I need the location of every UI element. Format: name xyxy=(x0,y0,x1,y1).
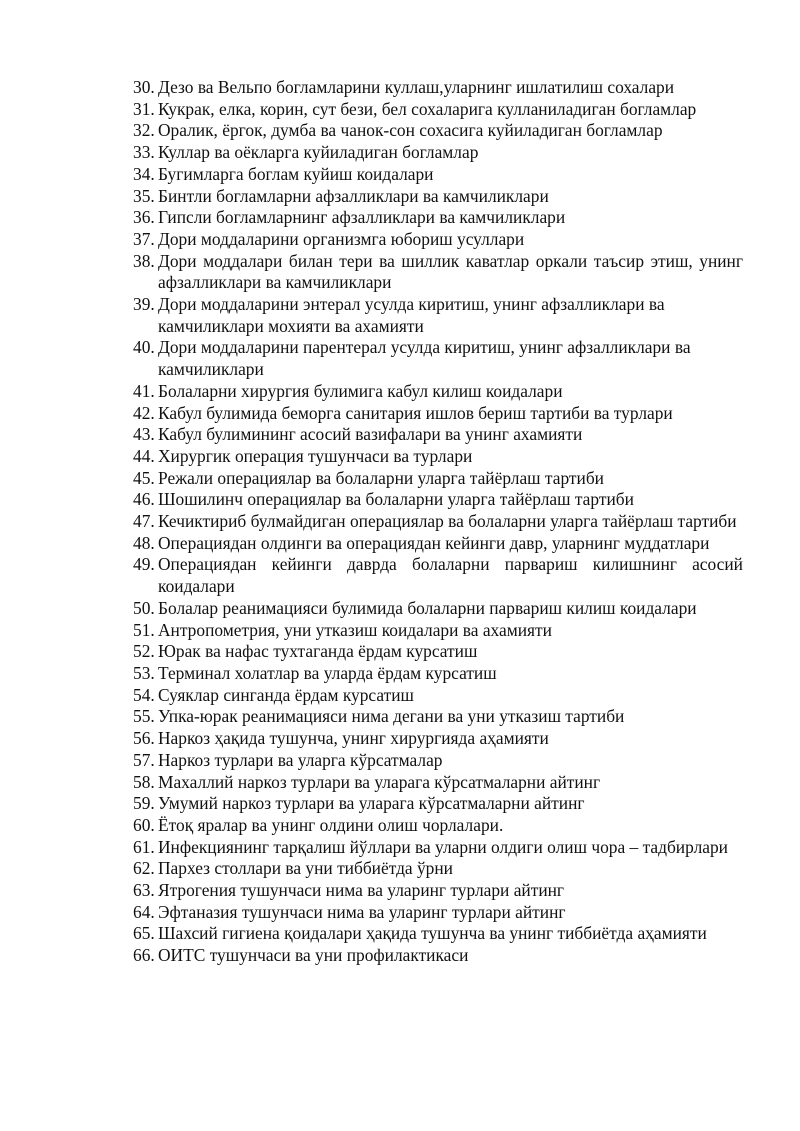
item-number: 64. xyxy=(133,901,155,922)
item-number: 30. xyxy=(133,77,155,97)
item-text: Дори моддалари билан тери ва шиллик каватлар оркали таъсир этиш, унинг афзалликлари ва камчиликлари xyxy=(158,250,743,293)
item-text: Бугимларга боглам куйиш коидалари xyxy=(158,163,434,184)
list-item xyxy=(133,337,743,380)
list-item xyxy=(133,728,743,750)
item-text: Шахсий гигиена қоидалари ҳақида тушунча ва унинг тиббиётда аҳамияти xyxy=(158,923,707,944)
item-number: 41. xyxy=(133,380,155,401)
item-text: Антропометрия, уни утказиш коидалари ва ахамияти xyxy=(158,619,552,640)
item-number: 48. xyxy=(133,532,155,553)
list-item xyxy=(133,923,743,945)
list-item xyxy=(133,858,743,880)
item-number: 53. xyxy=(133,662,155,683)
item-number: 66. xyxy=(133,945,155,966)
item-number: 54. xyxy=(133,684,155,705)
list-item xyxy=(133,815,743,837)
item-number: 34. xyxy=(133,163,155,184)
item-number: 45. xyxy=(133,467,155,488)
item-number: 55. xyxy=(133,706,155,727)
item-number: 60. xyxy=(133,814,155,835)
item-text: Дори моддаларини парентерал усулда киритиш, унинг афзалликлари ва камчиликлари xyxy=(158,337,691,380)
item-text: Кечиктириб булмайдиган операциялар ва болаларни уларга тайёрлаш тартиби xyxy=(158,511,737,532)
list-item xyxy=(133,663,743,685)
list-item xyxy=(133,229,743,251)
list-item xyxy=(133,706,743,728)
item-number: 63. xyxy=(133,880,155,901)
list-item xyxy=(133,533,743,555)
item-number: 61. xyxy=(133,836,155,857)
item-number: 58. xyxy=(133,771,155,792)
item-number: 38. xyxy=(133,250,155,271)
item-number: 31. xyxy=(133,98,155,119)
list-item xyxy=(133,750,743,772)
item-text: Дори моддаларини организмга юбориш усуллари xyxy=(158,228,525,249)
list-item xyxy=(133,120,743,142)
item-text: Операциядан кейинги даврда болаларни парвариш килишнинг асосий коидалари xyxy=(158,554,743,597)
item-number: 57. xyxy=(133,749,155,770)
item-text: Суяклар синганда ёрдам курсатиш xyxy=(158,684,414,705)
item-number: 50. xyxy=(133,597,155,618)
list-item xyxy=(133,142,743,164)
list-item xyxy=(133,554,743,597)
item-text: Ятрогения тушунчаси нима ва уларинг турлари айтинг xyxy=(158,880,565,901)
item-text: Дезо ва Вельпо богламларини куллаш,уларнинг ишлатилиш сохалари xyxy=(158,77,675,97)
item-number: 56. xyxy=(133,728,155,749)
item-text: Болаларни хирургия булимига кабул килиш коидалари xyxy=(158,380,563,401)
item-text: Дори моддаларини энтерал усулда киритиш, унинг афзалликлари ва камчиликлари мохияти ва ахамияти xyxy=(158,294,665,336)
item-text: Кабул булимининг асосий вазифалари ва унинг ахамияти xyxy=(158,424,583,445)
item-text: Болалар реанимацияси булимида болаларни парвариш килиш коидалари xyxy=(158,597,697,618)
list-item xyxy=(133,381,743,403)
list-item xyxy=(133,446,743,468)
question-list xyxy=(133,77,743,967)
item-text: Кукрак, елка, корин, сут бези, бел сохаларига кулланиладиган богламлар xyxy=(158,98,697,119)
list-item xyxy=(133,598,743,620)
list-item xyxy=(133,468,743,490)
list-item xyxy=(133,294,743,337)
item-text: Бинтли богламларни афзалликлари ва камчиликлари xyxy=(158,185,549,206)
item-number: 35. xyxy=(133,185,155,206)
item-number: 59. xyxy=(133,793,155,814)
item-text: Инфекциянинг тарқалиш йўллари ва уларни олдиги олиш чора – тадбирлари xyxy=(158,836,728,857)
item-number: 37. xyxy=(133,228,155,249)
item-number: 40. xyxy=(133,337,155,358)
list-item xyxy=(133,99,743,121)
list-item xyxy=(133,772,743,794)
item-text: Юрак ва нафас тухтаганда ёрдам курсатиш xyxy=(158,641,478,662)
item-text: Операциядан олдинги ва операциядан кейинги давр, уларнинг муддатлари xyxy=(158,532,710,553)
list-item xyxy=(133,880,743,902)
item-number: 44. xyxy=(133,445,155,466)
list-item xyxy=(133,403,743,425)
list-item xyxy=(133,186,743,208)
item-text: Режали операциялар ва болаларни уларга тайёрлаш тартиби xyxy=(158,467,604,488)
item-text: Упка-юрак реанимацияси нима дегани ва уни утказиш тартиби xyxy=(158,706,625,727)
item-text: Терминал холатлар ва уларда ёрдам курсатиш xyxy=(158,662,497,683)
list-item xyxy=(133,837,743,859)
list-item xyxy=(133,641,743,663)
item-text: Наркоз ҳақида тушунча, унинг хирургияда аҳамияти xyxy=(158,728,549,749)
item-number: 43. xyxy=(133,424,155,445)
list-item xyxy=(133,511,743,533)
item-number: 32. xyxy=(133,120,155,141)
item-text: Оралик, ёргок, думба ва чанок-сон сохасига куйиладиган богламлар xyxy=(158,120,663,141)
list-item xyxy=(133,424,743,446)
item-number: 52. xyxy=(133,641,155,662)
list-item xyxy=(133,620,743,642)
list-item xyxy=(133,793,743,815)
list-item xyxy=(133,164,743,186)
item-number: 36. xyxy=(133,207,155,228)
item-number: 46. xyxy=(133,489,155,510)
item-text: Пархез столлари ва уни тиббиётда ўрни xyxy=(158,858,453,879)
item-text: Ётоқ яралар ва унинг олдини олиш чорлалари. xyxy=(158,814,504,835)
item-number: 65. xyxy=(133,923,155,944)
list-item xyxy=(133,77,743,99)
item-text: Куллар ва оёкларга куйиладиган богламлар xyxy=(158,142,479,163)
item-number: 47. xyxy=(133,511,155,532)
item-number: 33. xyxy=(133,142,155,163)
item-number: 51. xyxy=(133,619,155,640)
item-number: 42. xyxy=(133,402,155,423)
item-text: Хирургик операция тушунчаси ва турлари xyxy=(158,445,473,466)
list-item xyxy=(133,685,743,707)
item-text: Эфтаназия тушунчаси нима ва уларинг турлари айтинг xyxy=(158,901,566,922)
item-text: Умумий наркоз турлари ва уларага кўрсатмаларни айтинг xyxy=(158,793,585,814)
item-text: Наркоз турлари ва уларга кўрсатмалар xyxy=(158,749,443,770)
item-number: 39. xyxy=(133,294,155,315)
item-text: Кабул булимида беморга санитария ишлов бериш тартиби ва турлари xyxy=(158,402,673,423)
item-text: Махаллий наркоз турлари ва уларага кўрсатмаларни айтинг xyxy=(158,771,601,792)
item-number: 62. xyxy=(133,858,155,879)
list-item xyxy=(133,489,743,511)
list-item xyxy=(133,207,743,229)
item-text: Гипсли богламларнинг афзалликлари ва камчиликлари xyxy=(158,207,566,228)
list-item xyxy=(133,902,743,924)
item-text: Шошилинч операциялар ва болаларни уларга тайёрлаш тартиби xyxy=(158,489,634,510)
list-item xyxy=(133,251,743,294)
item-number: 49. xyxy=(133,554,155,575)
item-text: ОИТС тушунчаси ва уни профилактикаси xyxy=(158,945,469,966)
list-item xyxy=(133,945,743,967)
